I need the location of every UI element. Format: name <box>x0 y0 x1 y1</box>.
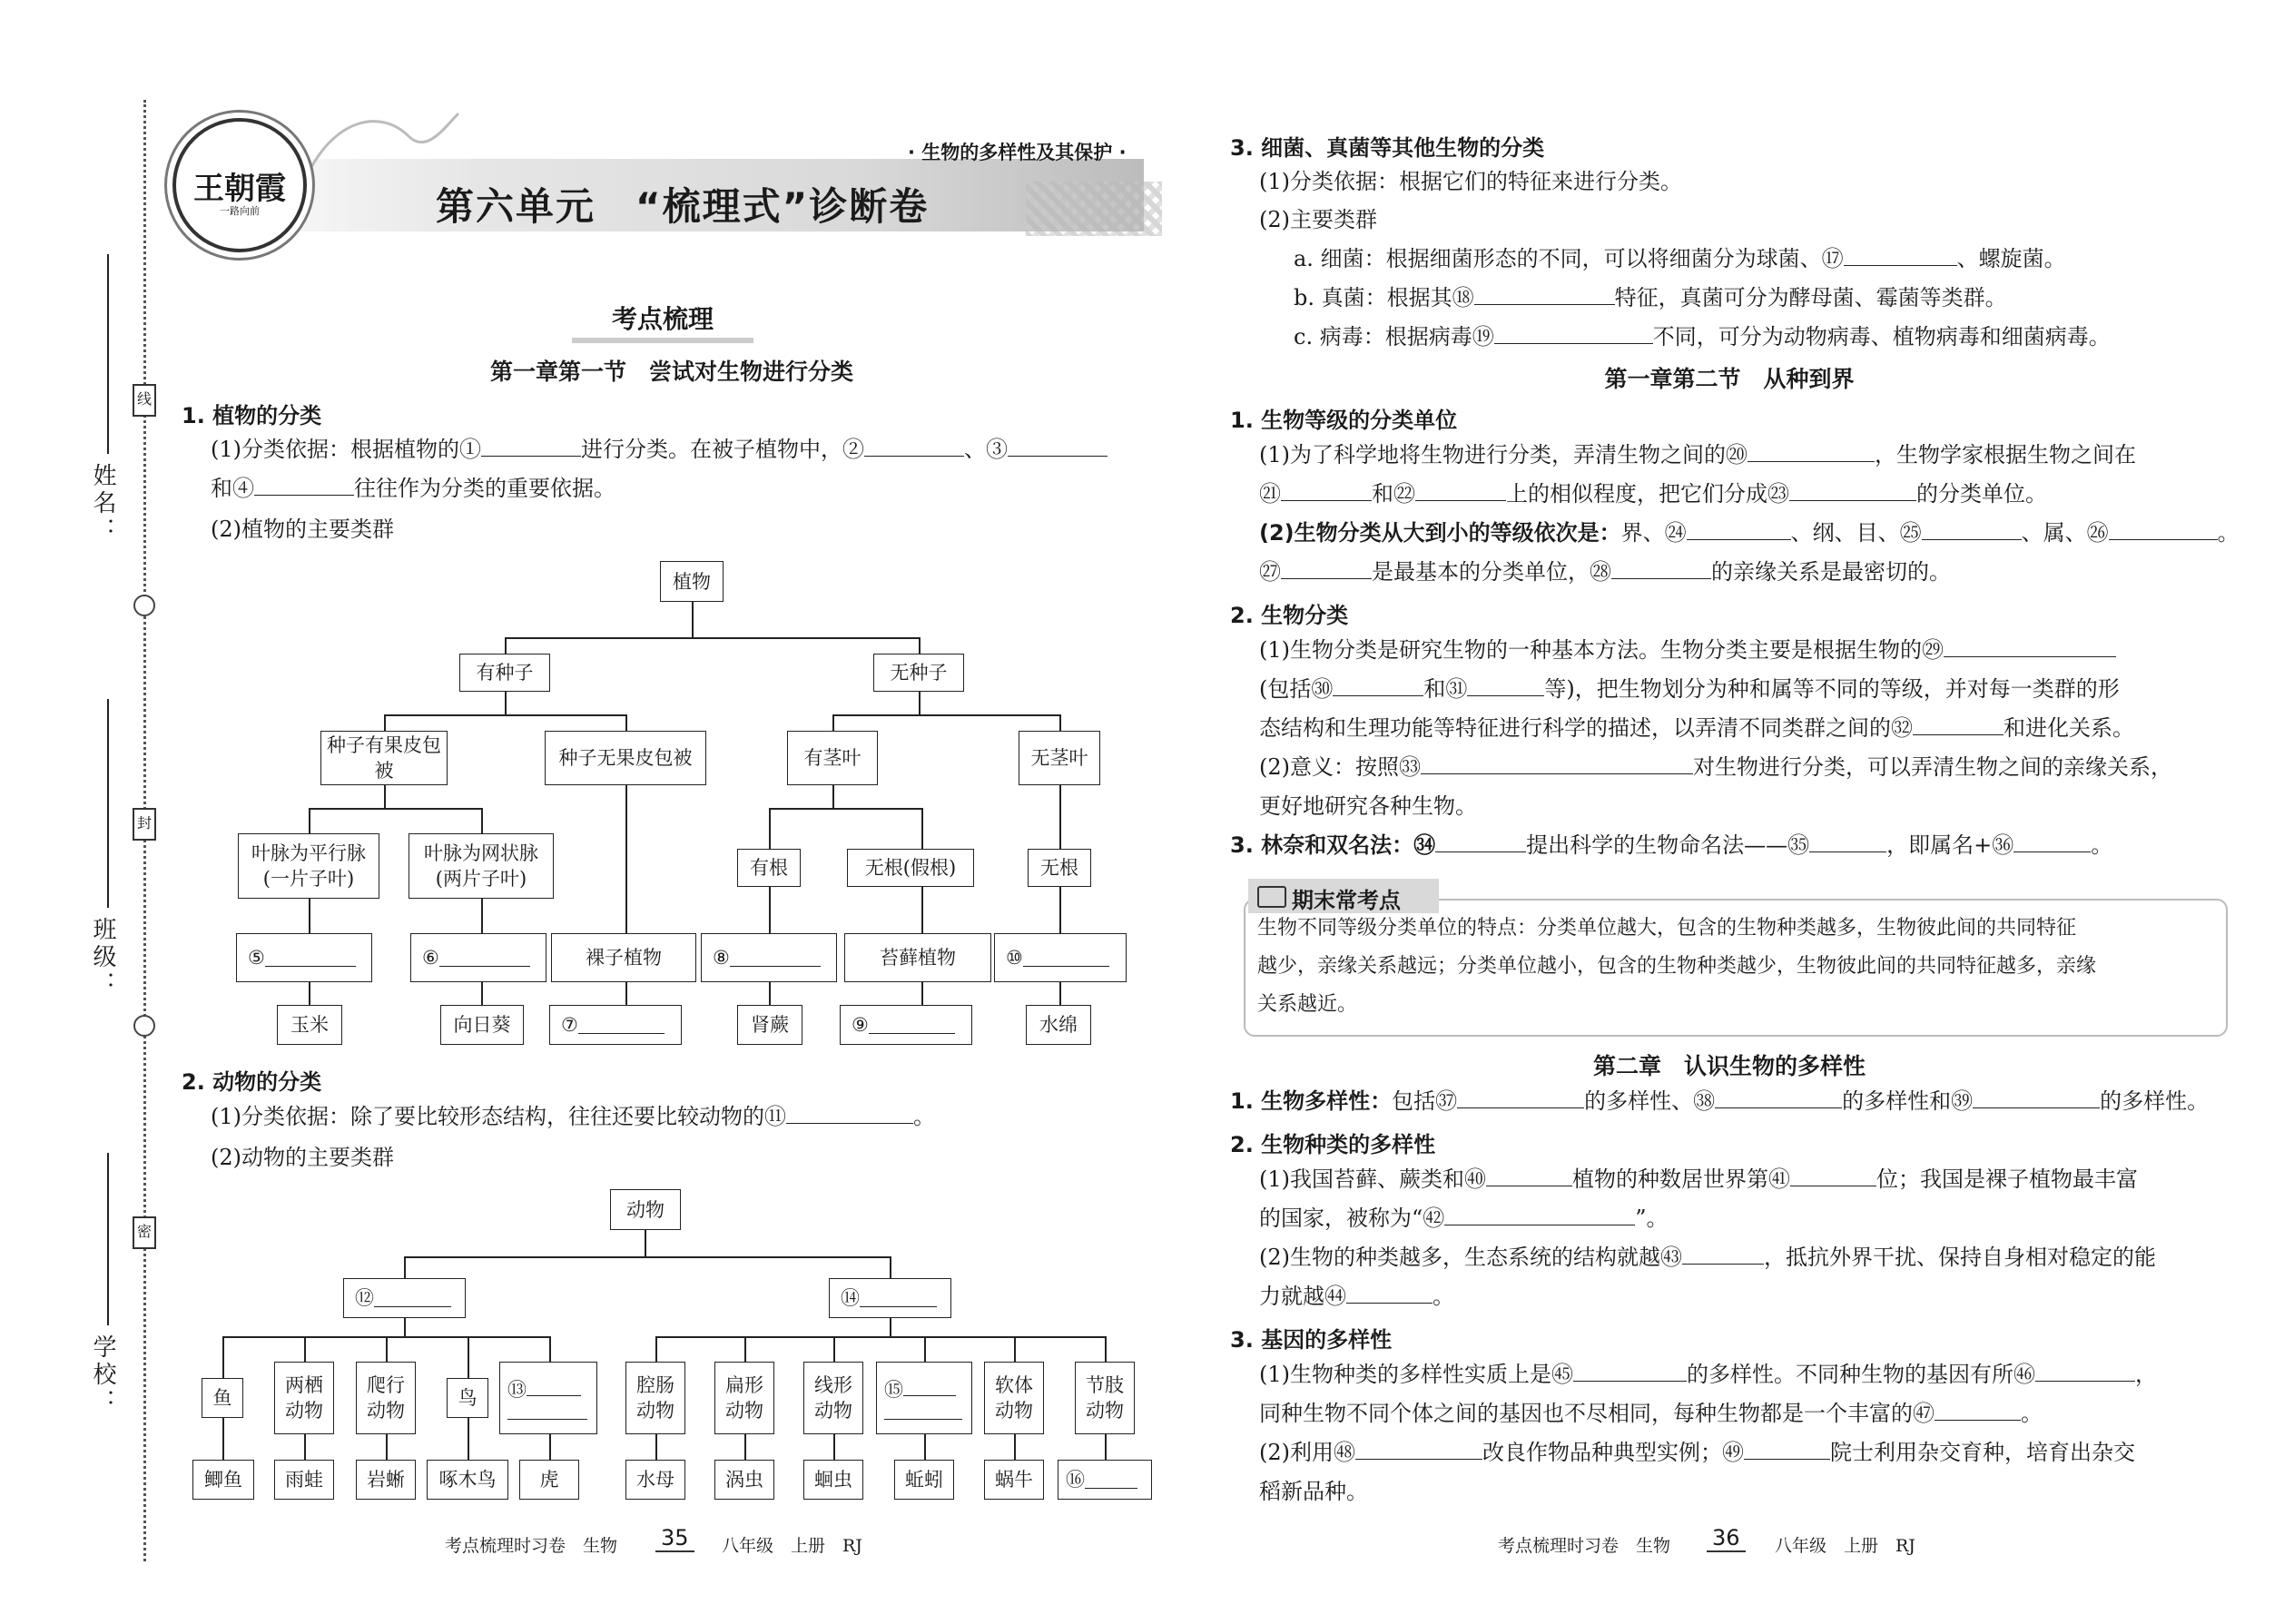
text-line: (2)生物分类从大到小的等级依次是：界、㉔ 、纲、目、㉕ 、属、㉖ 。 <box>1259 520 2240 546</box>
tree-leaf-blank-7[interactable]: ⑦ <box>549 1005 682 1045</box>
text-line: 和④ 往往作为分类的重要依据。 <box>211 476 615 501</box>
blank-35[interactable] <box>1809 832 1886 852</box>
blank-4[interactable] <box>254 475 354 496</box>
name-field[interactable] <box>107 254 109 454</box>
tree-node-blank-6[interactable]: ⑥ <box>410 933 546 982</box>
tree-node: 无根 <box>1028 849 1091 887</box>
brand-logo: 王朝霞 一路向前 <box>172 118 307 252</box>
blank-42[interactable] <box>1444 1205 1635 1225</box>
chapter-heading: 第一章第二节 从种到界 <box>1604 366 1855 392</box>
blank-30[interactable] <box>1333 675 1423 696</box>
ribbon-decoration-icon <box>300 109 463 182</box>
blank-22[interactable] <box>1415 480 1506 501</box>
tree-node-blank-12[interactable]: ⑫ <box>343 1278 466 1318</box>
tree-node: 苔藓植物 <box>844 933 991 982</box>
tree-leaf-blank-16[interactable]: ⑯ <box>1058 1460 1152 1500</box>
blank-44[interactable] <box>1346 1283 1433 1304</box>
text-line: 同种生物不同个体之间的基因也不尽相同，每种生物都是一个丰富的㊼ 。 <box>1259 1401 2043 1426</box>
heading-gene-diversity: 3. 基因的多样性 <box>1230 1327 1393 1353</box>
tree-node: 腔肠 动物 <box>625 1362 685 1434</box>
blank-18[interactable] <box>1474 284 1615 305</box>
tree-node-blank-10[interactable]: ⑩ <box>994 933 1127 982</box>
blank-38[interactable] <box>1715 1088 1842 1108</box>
tree-node-blank-14[interactable]: ⑭ <box>829 1278 951 1318</box>
tree-leaf: 蜗牛 <box>984 1460 1044 1500</box>
text-line: ㉗ 是最基本的分类单位，㉘ 的亲缘关系是最密切的。 <box>1259 559 1951 585</box>
text-line: (1)分类依据：除了要比较形态结构，往往还要比较动物的⑪ 。 <box>211 1104 935 1129</box>
tree-leaf: 肾蕨 <box>737 1005 802 1045</box>
text-line: b. 真菌：根据其⑱ 特征，真菌可分为酵母菌、霉菌等类群。 <box>1294 285 2007 310</box>
tree-leaf: 啄木鸟 <box>427 1460 508 1500</box>
heading-plant-classification: 1. 植物的分类 <box>182 403 322 428</box>
tree-leaf: 涡虫 <box>714 1460 774 1500</box>
tree-node: 种子无果皮包被 <box>545 731 706 785</box>
blank-45[interactable] <box>1573 1361 1687 1382</box>
punch-hole-icon <box>133 1015 155 1037</box>
text-line: 力就越㊹ 。 <box>1259 1284 1454 1309</box>
text-line: a. 细菌：根据细菌形态的不同，可以将细菌分为球菌、⑰ 、螺旋菌。 <box>1294 246 2066 271</box>
tree-leaf: 岩蜥 <box>356 1460 416 1500</box>
tree-leaf: 向日葵 <box>440 1005 524 1045</box>
text-line: 更好地研究各种生物。 <box>1259 793 1477 819</box>
text-line: 态结构和生理功能等特征进行科学的描述，以弄清不同类群之间的㉜ 和进化关系。 <box>1259 715 2134 741</box>
text-line: 的国家，被称为“㊷ ”。 <box>1259 1206 1669 1231</box>
header-pattern <box>1026 182 1162 236</box>
school-field[interactable] <box>107 1153 109 1325</box>
tree-node: 叶脉为平行脉 (一片子叶) <box>238 833 379 899</box>
text-line: (包括㉚ 和㉛ 等)，把生物划分为种和属等不同的等级，并对每一类群的形 <box>1259 676 2120 702</box>
series-label: · 生物的多样性及其保护 · <box>908 142 1127 163</box>
seal-char-line: 线 <box>133 384 156 417</box>
text-line: (1)我国苔藓、蕨类和㊵ 植物的种数居世界第㊶ 位；我国是裸子植物最丰富 <box>1259 1166 2138 1192</box>
tree-node: 裸子植物 <box>551 933 696 982</box>
blank-28[interactable] <box>1611 558 1711 579</box>
note-text: 生物不同等级分类单位的特点：分类单位越大，包含的生物种类越多，生物彼此间的共同特征 <box>1257 917 2077 940</box>
blank-34[interactable] <box>1435 832 1526 852</box>
blank-26[interactable] <box>2109 519 2218 540</box>
blank-40[interactable] <box>1486 1166 1572 1186</box>
class-label: 班级： <box>89 917 116 999</box>
tree-leaf: 水绵 <box>1026 1005 1091 1045</box>
text-line: (1)分类依据：根据它们的特征来进行分类。 <box>1259 169 1682 194</box>
tree-node: 动物 <box>610 1189 681 1230</box>
blank-48[interactable] <box>1355 1439 1482 1460</box>
heading-classification: 2. 生物分类 <box>1230 603 1349 628</box>
tree-leaf: 水母 <box>625 1460 685 1500</box>
heading-species-diversity: 2. 生物种类的多样性 <box>1230 1132 1436 1157</box>
footer-right: 八年级 上册 RJ <box>722 1536 862 1556</box>
tree-leaf: 鲫鱼 <box>192 1460 254 1500</box>
blank-2[interactable] <box>864 436 964 457</box>
tree-node: 无茎叶 <box>1019 731 1100 785</box>
text-line: (2)主要类群 <box>1259 207 1377 232</box>
tree-leaf: 虎 <box>519 1460 579 1500</box>
tree-node: 有茎叶 <box>787 731 878 785</box>
tree-node: 软体 动物 <box>984 1362 1044 1434</box>
blank-49[interactable] <box>1744 1439 1830 1460</box>
tree-leaf: 蛔虫 <box>803 1460 863 1500</box>
tree-node: 鸟 <box>447 1378 488 1418</box>
class-field[interactable] <box>107 699 109 908</box>
blank-19[interactable] <box>1494 323 1653 344</box>
tree-leaf-blank-9[interactable]: ⑨ <box>840 1005 972 1045</box>
footer-left: 考点梳理时习卷 生物 <box>1498 1536 1671 1556</box>
blank-23[interactable] <box>1789 480 1916 501</box>
seal-char-secret: 密 <box>133 1216 156 1249</box>
heading-animal-classification: 2. 动物的分类 <box>182 1069 322 1095</box>
exam-tip-tag: 期末常考点 <box>1248 879 1439 913</box>
tree-node: 扁形 动物 <box>714 1362 774 1434</box>
footer-right: 八年级 上册 RJ <box>1775 1536 1915 1556</box>
blank-24[interactable] <box>1687 519 1791 540</box>
tree-node-blank-13[interactable]: ⑬ <box>499 1362 597 1434</box>
text-line: c. 病毒：根据病毒⑲ 不同，可分为动物病毒、植物病毒和细菌病毒。 <box>1294 324 2111 349</box>
text-line: (2)植物的主要类群 <box>211 517 394 542</box>
tree-node: 鱼 <box>202 1378 243 1418</box>
blank-36[interactable] <box>2013 832 2091 852</box>
chapter-heading: 第二章 认识生物的多样性 <box>1592 1053 1866 1079</box>
text-line: (1)生物种类的多样性实质上是㊺ 的多样性。不同种生物的基因有所㊻ ， <box>1259 1362 2157 1387</box>
punch-hole-icon <box>133 595 155 616</box>
blank-37[interactable] <box>1457 1088 1584 1108</box>
tree-node: 种子有果皮包被 <box>320 731 448 785</box>
blank-3[interactable] <box>1008 436 1108 457</box>
tree-node-blank-5[interactable]: ⑤ <box>236 933 372 982</box>
blank-20[interactable] <box>1748 441 1875 462</box>
seal-char-seal: 封 <box>133 808 156 841</box>
text-line: (2)动物的主要类群 <box>211 1145 394 1170</box>
text-line: 1. 生物多样性：包括㊲ 的多样性、㊳ 的多样性和㊴ 的多样性。 <box>1230 1088 2210 1114</box>
blank-21[interactable] <box>1281 480 1372 501</box>
page-number: 35 <box>655 1525 694 1552</box>
page-title: 第六单元 “梳理式”诊断卷 <box>436 184 930 229</box>
blank-47[interactable] <box>1935 1400 2021 1421</box>
blank-29[interactable] <box>1944 636 2116 657</box>
text-line: (2)利用㊽ 改良作物品种典型实例；㊾ 院士利用杂交育种，培育出杂交 <box>1259 1440 2135 1465</box>
note-text: 关系越近。 <box>1257 993 1358 1016</box>
tree-node-blank-8[interactable]: ⑧ <box>701 933 837 982</box>
binding-margin <box>0 0 159 1624</box>
text-line: (1)为了科学地将生物进行分类，弄清生物之间的⑳ ，生物学家根据生物之间在 <box>1259 442 2136 468</box>
tree-node: 有根 <box>737 849 801 887</box>
heading-bacteria: 3. 细菌、真菌等其他生物的分类 <box>1230 135 1545 161</box>
book-icon <box>1257 886 1286 908</box>
blank-27[interactable] <box>1281 558 1372 579</box>
blank-33[interactable] <box>1421 753 1693 774</box>
blank-11[interactable] <box>786 1103 913 1124</box>
tree-leaf: 玉米 <box>277 1005 342 1045</box>
tree-node-blank-15[interactable]: ⑮ <box>876 1362 972 1434</box>
tree-node: 有种子 <box>459 654 550 692</box>
text-line: (2)意义：按照㉝ 对生物进行分类，可以弄清生物之间的亲缘关系， <box>1259 754 2172 780</box>
tree-node: 爬行 动物 <box>356 1362 416 1434</box>
section-title: 考点梳理 <box>572 300 753 343</box>
text-line: (1)生物分类是研究生物的一种基本方法。生物分类主要是根据生物的㉙ <box>1259 636 2116 664</box>
blank-43[interactable] <box>1682 1244 1764 1265</box>
heading-taxonomy-units: 1. 生物等级的分类单位 <box>1230 408 1458 433</box>
tree-node: 两栖 动物 <box>274 1362 334 1434</box>
blank-41[interactable] <box>1790 1166 1876 1186</box>
chapter-heading: 第一章第一节 尝试对生物进行分类 <box>489 359 853 385</box>
tree-node: 无种子 <box>873 654 964 692</box>
name-label: 姓名： <box>89 463 116 545</box>
blank-46[interactable] <box>2035 1361 2135 1382</box>
note-text: 越少，亲缘关系越远；分类单位越小，包含的生物种类越少，生物彼此间的共同特征越多，亲缘 <box>1257 955 2097 978</box>
blank-39[interactable] <box>1973 1088 2100 1108</box>
text-line: 3. 林奈和双名法：㉞ 提出科学的生物命名法——㉟ ，即属名+㊱ 。 <box>1230 832 2113 858</box>
blank-25[interactable] <box>1922 519 2022 540</box>
blank-1[interactable] <box>481 436 581 457</box>
text-line: (2)生物的种类越多，生态系统的结构就越㊸ ，抵抗外界干扰、保持自身相对稳定的能 <box>1259 1245 2156 1270</box>
blank-31[interactable] <box>1467 675 1544 696</box>
school-label: 学校： <box>89 1334 116 1416</box>
tree-node: 节肢 动物 <box>1075 1362 1135 1434</box>
footer-left: 考点梳理时习卷 生物 <box>445 1536 618 1556</box>
text-line: ㉑ 和㉒ 上的相似程度，把它们分成㉓ 的分类单位。 <box>1259 481 2047 507</box>
tree-node: 无根(假根) <box>847 849 974 887</box>
tree-node: 植物 <box>660 561 724 602</box>
tree-node: 叶脉为网状脉 (两片子叶) <box>409 833 554 899</box>
tree-leaf: 雨蛙 <box>274 1460 334 1500</box>
tree-leaf: 蚯蚓 <box>894 1460 954 1500</box>
text-line: (1)分类依据：根据植物的① 进行分类。在被子植物中，② 、③ <box>211 436 1108 463</box>
tree-node: 线形 动物 <box>803 1362 863 1434</box>
blank-17[interactable] <box>1844 245 1957 266</box>
blank-32[interactable] <box>1913 714 2004 735</box>
page-number: 36 <box>1707 1525 1746 1552</box>
text-line: 稻新品种。 <box>1259 1479 1368 1504</box>
